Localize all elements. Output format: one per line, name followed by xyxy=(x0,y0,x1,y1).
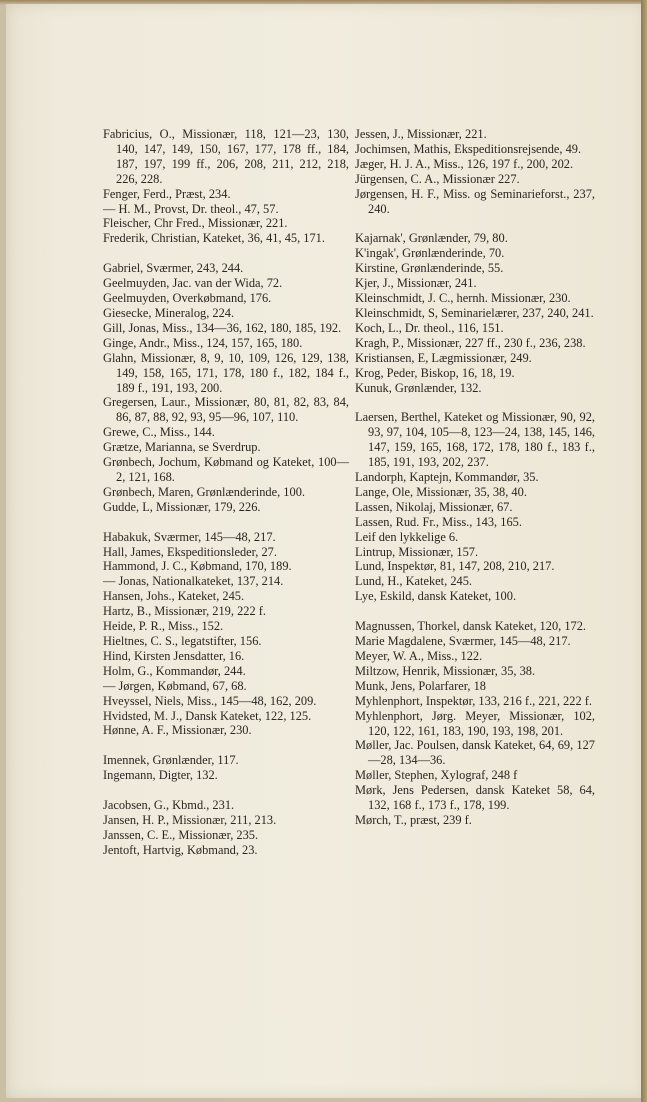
index-entry: Kajarnak', Grønlænder, 79, 80. xyxy=(355,231,508,246)
index-letter-group xyxy=(103,127,349,246)
index-entry: Lintrup, Missionær, 157. xyxy=(355,544,479,559)
index-entry: Kunuk, Grønlænder, 132. xyxy=(355,380,482,395)
index-entry: Grønbech, Maren, Grønlænderinde, 100. xyxy=(103,484,305,499)
index-letter-group xyxy=(355,127,595,216)
index-entry: Lange, Ole, Missionær, 35, 38, 40. xyxy=(355,484,527,499)
index-entry: Kragh, P., Missionær, 227 ff., 230 f., 236, 238. xyxy=(355,335,586,350)
index-entry: Gill, Jonas, Miss., 134—36, 162, 180, 185, 192. xyxy=(103,320,342,335)
index-entry: Fabricius, O., Missionær, 118, 121—23, 130, 140, 147, 149, 150, 167, 177, 178 ff., 184, 187, 197, 199 ff., 206, 208, 211, 212, 218, 226, 228. xyxy=(103,127,349,186)
index-entry: Kjer, J., Missionær, 241. xyxy=(355,276,477,291)
index-entry: Geelmuyden, Overkøbmand, 176. xyxy=(103,291,272,306)
index-entry: Laersen, Berthel, Kateket og Missionær, 90, 92, 93, 97, 104, 105—8, 123—24, 138, 145, 146, 147, 159, 165, 168, 172, 178, 180 f., 183 f., 185, 191, 193, 202, 237. xyxy=(355,410,595,470)
index-letter-group xyxy=(103,530,349,739)
index-entry: Fleischer, Chr Fred., Missionær, 221. xyxy=(103,216,288,231)
index-letter-group xyxy=(355,410,595,604)
index-entry: Lund, Inspektør, 81, 147, 208, 210, 217. xyxy=(355,559,555,574)
index-entry: Geelmuyden, Jac. van der Wida, 72. xyxy=(103,276,283,291)
index-entry: Hønne, A. F., Missionær, 230. xyxy=(103,723,252,738)
index-entry: Jacobsen, G., Kbmd., 231. xyxy=(103,798,235,813)
index-entry: Hartz, B., Missionær, 219, 222 f. xyxy=(103,604,266,619)
index-entry: — Jørgen, Købmand, 67, 68. xyxy=(103,678,247,693)
index-entry: Kleinschmidt, S, Seminarielærer, 237, 240, 241. xyxy=(355,305,594,320)
index-entry: Frederik, Christian, Kateket, 36, 41, 45, 171. xyxy=(103,231,325,246)
index-entry: Grønbech, Jochum, Købmand og Kateket, 100—2, 121, 168. xyxy=(103,455,349,484)
index-entry: Jentoft, Hartvig, Købmand, 23. xyxy=(103,842,258,857)
index-letter-group xyxy=(103,261,349,514)
index-entry: Marie Magdalene, Sværmer, 145—48, 217. xyxy=(355,634,571,649)
index-column-right xyxy=(355,127,595,843)
index-entry: Ginge, Andr., Miss., 124, 157, 165, 180. xyxy=(103,335,303,350)
index-entry: Kristiansen, E, Lægmissionær, 249. xyxy=(355,350,532,365)
index-entry: Munk, Jens, Polarfarer, 18 xyxy=(355,678,486,693)
index-entry: — Jonas, Nationalkateket, 137, 214. xyxy=(103,574,284,589)
index-entry: Hammond, J. C., Købmand, 170, 189. xyxy=(103,559,292,574)
index-entry: Kleinschmidt, J. C., hernh. Missionær, 230. xyxy=(355,291,571,306)
index-entry: Jansen, H. P., Missionær, 211, 213. xyxy=(103,813,277,828)
index-entry: K'ingak', Grønlænderinde, 70. xyxy=(355,246,505,261)
index-entry: Hansen, Johs., Kateket, 245. xyxy=(103,589,245,604)
index-entry: Jørgensen, H. F., Miss. og Seminarieforst., 237, 240. xyxy=(355,186,595,216)
index-entry: Lassen, Rud. Fr., Miss., 143, 165. xyxy=(355,514,522,529)
index-entry: — H. M., Provst, Dr. theol., 47, 57. xyxy=(103,201,279,216)
index-entry: Møller, Stephen, Xylograf, 248 f xyxy=(355,768,518,783)
page-right-edge xyxy=(641,0,647,1102)
index-entry: Jürgensen, C. A., Missionær 227. xyxy=(355,171,520,186)
index-entry: Krog, Peder, Biskop, 16, 18, 19. xyxy=(355,365,515,380)
index-entry: Hveyssel, Niels, Miss., 145—48, 162, 209. xyxy=(103,693,317,708)
index-entry: Gabriel, Sværmer, 243, 244. xyxy=(103,261,244,276)
index-entry: Glahn, Missionær, 8, 9, 10, 109, 126, 129, 138, 149, 158, 165, 171, 178, 180 f., 182, 184 f., 189 f., 191, 193, 200. xyxy=(103,350,349,395)
index-entry: Mørk, Jens Pedersen, dansk Kateket 58, 64, 132, 168 f., 173 f., 178, 199. xyxy=(355,783,595,813)
index-entry: Hieltnes, C. S., legatstifter, 156. xyxy=(103,634,262,648)
index-entry: Grætze, Marianna, se Sverdrup. xyxy=(103,440,261,455)
index-entry: Ingemann, Digter, 132. xyxy=(103,768,218,783)
index-entry: Lund, H., Kateket, 245. xyxy=(355,574,472,589)
index-entry: Janssen, C. E., Missionær, 235. xyxy=(103,827,259,842)
index-entry: Fenger, Ferd., Præst, 234. xyxy=(103,186,231,201)
index-letter-group xyxy=(103,753,349,783)
index-entry: Jæger, H. J. A., Miss., 126, 197 f., 200, 202. xyxy=(355,156,574,171)
index-entry: Jessen, J., Missionær, 221. xyxy=(355,127,487,141)
index-entry: Myhlenphort, Inspektør, 133, 216 f., 221, 222 f. xyxy=(355,693,592,708)
index-entry: Miltzow, Henrik, Missionær, 35, 38. xyxy=(355,663,536,678)
index-letter-group xyxy=(355,231,595,395)
index-entry: Hind, Kirsten Jensdatter, 16. xyxy=(103,648,245,663)
index-entry: Holm, G., Kommandør, 244. xyxy=(103,663,246,678)
index-entry: Koch, L., Dr. theol., 116, 151. xyxy=(355,320,504,335)
index-entry: Giesecke, Mineralog, 224. xyxy=(103,305,235,320)
index-entry: Gregersen, Laur., Missionær, 80, 81, 82, 83, 84, 86, 87, 88, 92, 93, 95—96, 107, 110. xyxy=(103,395,349,425)
index-entry: Myhlenphort, Jørg. Meyer, Missionær, 102, 120, 122, 161, 183, 190, 193, 198, 201. xyxy=(355,708,595,738)
index-entry: Meyer, W. A., Miss., 122. xyxy=(355,649,483,663)
index-entry: Mørch, T., præst, 239 f. xyxy=(355,812,472,827)
index-letter-group xyxy=(103,798,349,858)
index-entry: Hvidsted, M. J., Dansk Kateket, 122, 125. xyxy=(103,708,312,723)
index-entry: Habakuk, Sværmer, 145—48, 217. xyxy=(103,529,276,544)
index-entry: Landorph, Kaptejn, Kommandør, 35. xyxy=(355,470,539,485)
index-entry: Kirstine, Grønlænderinde, 55. xyxy=(355,261,504,276)
index-entry: Heide, P. R., Miss., 152. xyxy=(103,619,224,634)
index-entry: Imennek, Grønlænder, 117. xyxy=(103,753,239,768)
index-entry: Grewe, C., Miss., 144. xyxy=(103,425,215,440)
index-entry: Leif den lykkelige 6. xyxy=(355,529,459,544)
index-entry: Hall, James, Ekspeditionsleder, 27. xyxy=(103,544,277,559)
index-entry: Møller, Jac. Poulsen, dansk Kateket, 64, 69, 127—28, 134—36. xyxy=(355,738,595,768)
index-entry: Magnussen, Thorkel, dansk Kateket, 120, 172. xyxy=(355,619,587,634)
index-entry: Gudde, L, Missionær, 179, 226. xyxy=(103,499,261,514)
index-letter-group xyxy=(355,619,595,828)
index-entry: Lassen, Nikolaj, Missionær, 67. xyxy=(355,499,513,514)
index-entry: Lye, Eskild, dansk Kateket, 100. xyxy=(355,589,517,604)
index-column-left xyxy=(103,127,349,873)
index-entry: Jochimsen, Mathis, Ekspeditionsrejsende, 49. xyxy=(355,141,582,156)
